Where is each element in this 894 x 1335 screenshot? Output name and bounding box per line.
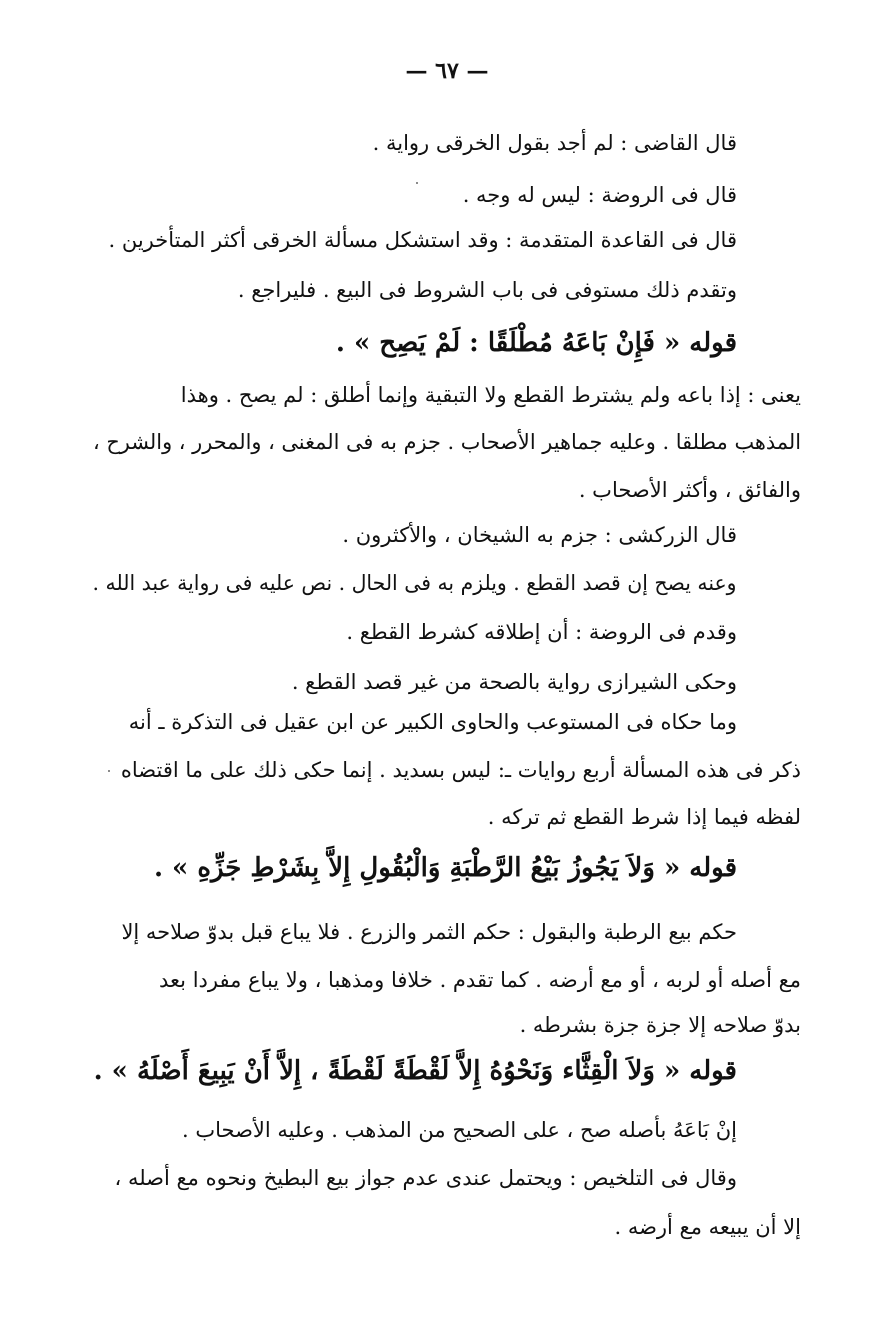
text-line: وما حكاه فى المستوعب والحاوى الكبير عن ابن عقيل فى التذكرة ـ أنه: [128, 710, 737, 734]
section-heading: قوله « وَلاَ الْقِثَّاء وَنَحْوُهُ إِلاَّ لَقْطَةً لَقْطَةً ، إِلاَّ أَنْ يَبِيعَ أَصْلَهُ » .: [93, 1056, 737, 1086]
text-line: وحكى الشيرازى رواية بالصحة من غير قصد القطع .: [291, 670, 737, 694]
section-heading: قوله « فَإِنْ بَاعَهُ مُطْلَقًا : لَمْ يَصِح » .: [335, 328, 737, 358]
text-line: وعنه يصح إن قصد القطع . ويلزم به فى الحال . نص عليه فى رواية عبد الله .: [93, 571, 737, 595]
text-line: والفائق ، وأكثر الأصحاب .: [578, 478, 801, 502]
text-line: قال فى القاعدة المتقدمة : وقد استشكل مسألة الخرقى أكثر المتأخرين .: [108, 228, 737, 252]
text-line: إنْ بَاعَهُ بأصله صح ، على الصحيح من المذهب . وعليه الأصحاب .: [182, 1118, 737, 1142]
section-heading: قوله « وَلاَ يَجُوزُ بَيْعُ الرَّطْبَةِ وَالْبُقُولِ إِلاَّ بِشَرْطِ جَزِّهِ » .: [153, 853, 737, 883]
text-line: قال الزركشى : جزم به الشيخان ، والأكثرون .: [342, 523, 737, 547]
text-line: المذهب مطلقا . وعليه جماهير الأصحاب . جزم به فى المغنى ، والمحرر ، والشرح ،: [92, 430, 801, 454]
text-line: حكم بيع الرطبة والبقول : حكم الثمر والزرع . فلا يباع قبل بدوّ صلاحه إلا: [121, 920, 737, 944]
scan-speck: [108, 770, 110, 772]
text-line: مع أصله أو لربه ، أو مع أرضه . كما تقدم . خلافا ومذهبا ، ولا يباع مفردا بعد: [159, 968, 801, 992]
page-number: — ٦٧ —: [405, 58, 489, 84]
text-line: يعنى : إذا باعه ولم يشترط القطع ولا التبقية وإنما أطلق : لم يصح . وهذا: [180, 383, 801, 407]
text-line: وقدم فى الروضة : أن إطلاقه كشرط القطع .: [346, 620, 737, 644]
text-line: قال فى الروضة : ليس له وجه .: [462, 183, 737, 207]
text-line: لفظه فيما إذا شرط القطع ثم تركه .: [487, 805, 801, 829]
text-line: إلا أن يبيعه مع أرضه .: [614, 1215, 801, 1239]
scan-speck: [416, 182, 418, 184]
text-line: وتقدم ذلك مستوفى فى باب الشروط فى البيع . فليراجع .: [237, 278, 737, 302]
text-line: بدوّ صلاحه إلا جزة جزة بشرطه .: [519, 1013, 801, 1037]
text-line: ذكر فى هذه المسألة أربع روايات ـ: ليس بسديد . إنما حكى ذلك على ما اقتضاه: [120, 758, 801, 782]
text-line: وقال فى التلخيص : ويحتمل عندى عدم جواز بيع البطيخ ونحوه مع أصله ،: [114, 1166, 737, 1190]
text-line: قال القاضى : لم أجد بقول الخرقى رواية .: [372, 131, 737, 155]
